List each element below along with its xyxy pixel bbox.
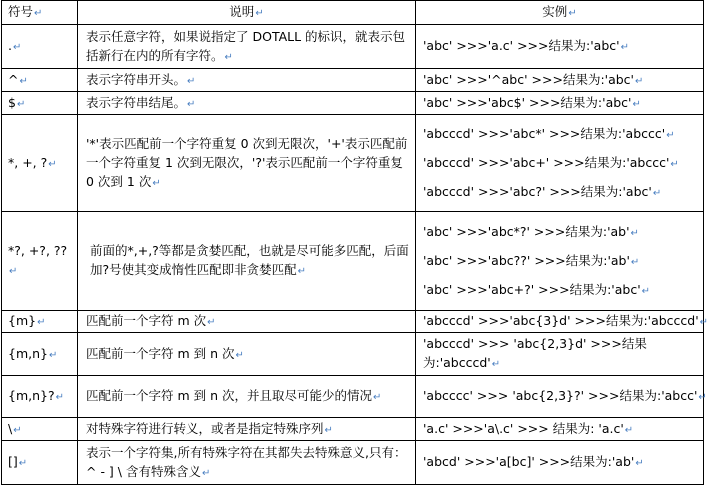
desc-cell: 表示字符串开头。↵ xyxy=(78,69,416,92)
desc-cell: 表示任意字符，如果说指定了 DOTALL 的标识，就表示包括新行在内的所有字符。↵ xyxy=(78,25,416,69)
symbol-cell: *?, +?, ??↵ xyxy=(2,212,78,311)
header-desc: 说明↵ xyxy=(78,1,416,25)
example-line: 'abcccd' >>> 'abc{2,3}d' >>>结果 xyxy=(423,336,647,351)
desc-cell: 前面的*,+,?等都是贪婪匹配，也就是尽可能多匹配，后面加?号使其变成惰性匹配即非贪婪匹配↵ xyxy=(78,212,416,311)
symbol-cell: ^↵ xyxy=(2,69,78,92)
example-cell xyxy=(416,441,704,485)
example-line: 'abcccc' >>> 'abc{2,3}?' >>>结果为:'abcc'↵ xyxy=(423,388,707,403)
symbol-cell: .↵ xyxy=(2,25,78,69)
example-line: 为:'abcccd'↵ xyxy=(423,355,501,370)
table-row xyxy=(2,69,704,92)
symbol-cell: *, +, ?↵ xyxy=(2,115,78,212)
example-line: 'abc' >>>'abc+?' >>>结果为:'abc'↵ xyxy=(423,281,651,297)
header-example: 实例↵ xyxy=(416,1,704,25)
example-line: 'abcccd' >>>'abc+' >>>结果为:'abccc'↵ xyxy=(423,154,679,170)
example-line: 'abc' >>>'abc$' >>>结果为:'abc'↵ xyxy=(423,94,641,110)
example-line: 'abc' >>>'abc??' >>>结果为:'ab'↵ xyxy=(423,252,640,268)
table-row xyxy=(2,311,704,333)
example-line: 'abcccd' >>>'abc{3}d' >>>结果为:'abcccd'↵ xyxy=(423,313,708,328)
example-cell xyxy=(416,418,704,441)
example-cell xyxy=(416,69,704,92)
example-line: 'a.c' >>>'a\.c' >>> 结果为: 'a.c'↵ xyxy=(423,420,634,436)
symbol-cell: {m,n}?↵ xyxy=(2,376,78,418)
example-line: 'abc' >>>'a.c' >>>结果为:'abc'↵ xyxy=(423,38,629,53)
table-header-row xyxy=(2,1,704,25)
symbol-cell: []↵ xyxy=(2,441,78,485)
desc-cell: 对特殊字符进行转义，或者是指定特殊序列↵ xyxy=(78,418,416,441)
table-row xyxy=(2,441,704,485)
example-line: 'abc' >>>'^abc' >>>结果为:'abc'↵ xyxy=(423,71,644,87)
example-cell xyxy=(416,92,704,115)
example-cell xyxy=(416,212,704,311)
example-cell xyxy=(416,25,704,69)
desc-cell: 匹配前一个字符 m 到 n 次↵ xyxy=(78,333,416,376)
example-line: 'abcccd' >>>'abc?' >>>结果为:'abc'↵ xyxy=(423,183,662,199)
table-row xyxy=(2,92,704,115)
example-line: 'abc' >>>'abc*?' >>>结果为:'ab'↵ xyxy=(423,223,639,239)
table-row xyxy=(2,25,704,69)
symbol-cell: $↵ xyxy=(2,92,78,115)
desc-cell: 匹配前一个字符 m 到 n 次，并且取尽可能少的情况↵ xyxy=(78,376,416,418)
symbol-cell: \↵ xyxy=(2,418,78,441)
table-row xyxy=(2,418,704,441)
example-cell xyxy=(416,115,704,212)
example-line: 'abcccd' >>>'abc*' >>>结果为:'abccc'↵ xyxy=(423,125,675,141)
example-cell xyxy=(416,333,704,376)
regex-reference-table xyxy=(1,0,708,485)
example-cell xyxy=(416,311,708,333)
table-row xyxy=(2,333,704,376)
table-row xyxy=(2,115,704,212)
example-cell xyxy=(416,376,707,418)
example-line: 'abcd' >>>'a[bc]' >>>结果为:'ab'↵ xyxy=(423,454,644,469)
desc-cell: 表示字符串结尾。↵ xyxy=(78,92,416,115)
table-row xyxy=(2,376,704,418)
table-row xyxy=(2,212,704,311)
symbol-cell: {m,n}↵ xyxy=(2,333,78,376)
desc-cell: 表示一个字符集,所有特殊字符在其都失去特殊意义,只有： ^ - ] \ 含有特殊含义↵ xyxy=(78,441,416,485)
header-symbol: 符号↵ xyxy=(2,1,78,25)
symbol-cell: {m}↵ xyxy=(2,311,78,333)
desc-cell: 匹配前一个字符 m 次↵ xyxy=(78,311,416,333)
desc-cell: '*'表示匹配前一个字符重复 0 次到无限次，'+'表示匹配前一个字符重复 1 次到无限次，'?'表示匹配前一个字符重复 0 次到 1 次↵ xyxy=(78,115,416,212)
